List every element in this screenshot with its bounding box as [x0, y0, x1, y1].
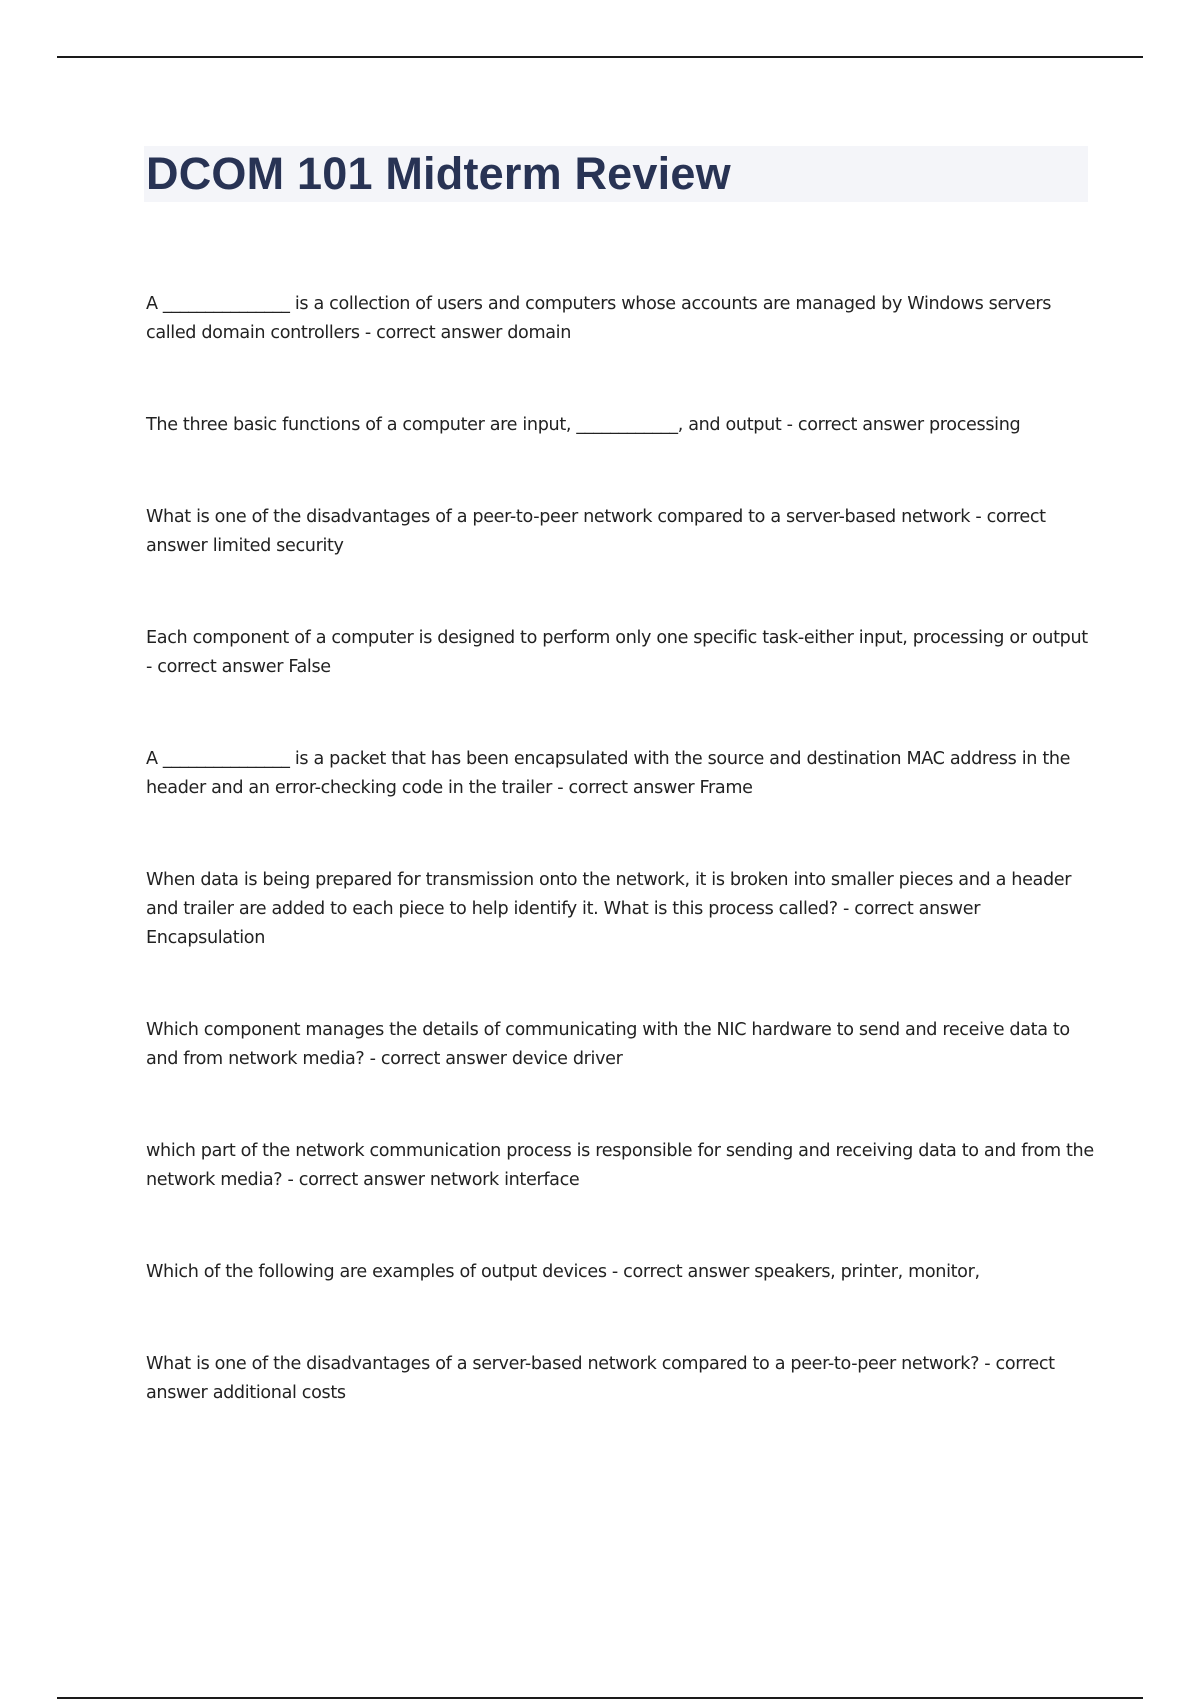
question-item: A _______________ is a packet that has been encapsulated with the source and destination MAC address in the header and an error-checking code in the trailer - correct answer Frame — [146, 749, 1071, 798]
question-item: Which of the following are examples of output devices - correct answer speakers, printer, monitor, — [146, 1262, 980, 1282]
question-item: A _______________ is a collection of users and computers whose accounts are managed by Windows servers called domain controllers - correct answer domain — [146, 294, 1052, 343]
question-item: What is one of the disadvantages of a server-based network compared to a peer-to-peer network? - correct answer additional costs — [146, 1354, 1055, 1403]
question-item: Each component of a computer is designed to perform only one specific task-either input, processing or output - correct answer False — [146, 628, 1088, 677]
question-item: What is one of the disadvantages of a peer-to-peer network compared to a server-based network - correct answer limited security — [146, 507, 1046, 556]
header-rule — [57, 56, 1143, 58]
question-item: Which component manages the details of communicating with the NIC hardware to send and receive data to and from network media? - correct answer device driver — [146, 1020, 1070, 1069]
question-item: which part of the network communication process is responsible for sending and receiving data to and from the network media? - correct answer network interface — [146, 1141, 1094, 1190]
question-item: When data is being prepared for transmission onto the network, it is broken into smaller pieces and a header and trailer are added to each piece to help identify it. What is this process called? - correct answer Encapsulation — [146, 870, 1072, 948]
document-title: DCOM 101 Midterm Review — [146, 148, 731, 199]
question-list — [146, 290, 1096, 1471]
question-item: The three basic functions of a computer are input, ____________, and output - correct answer processing — [146, 415, 1021, 435]
footer-rule — [57, 1697, 1143, 1699]
